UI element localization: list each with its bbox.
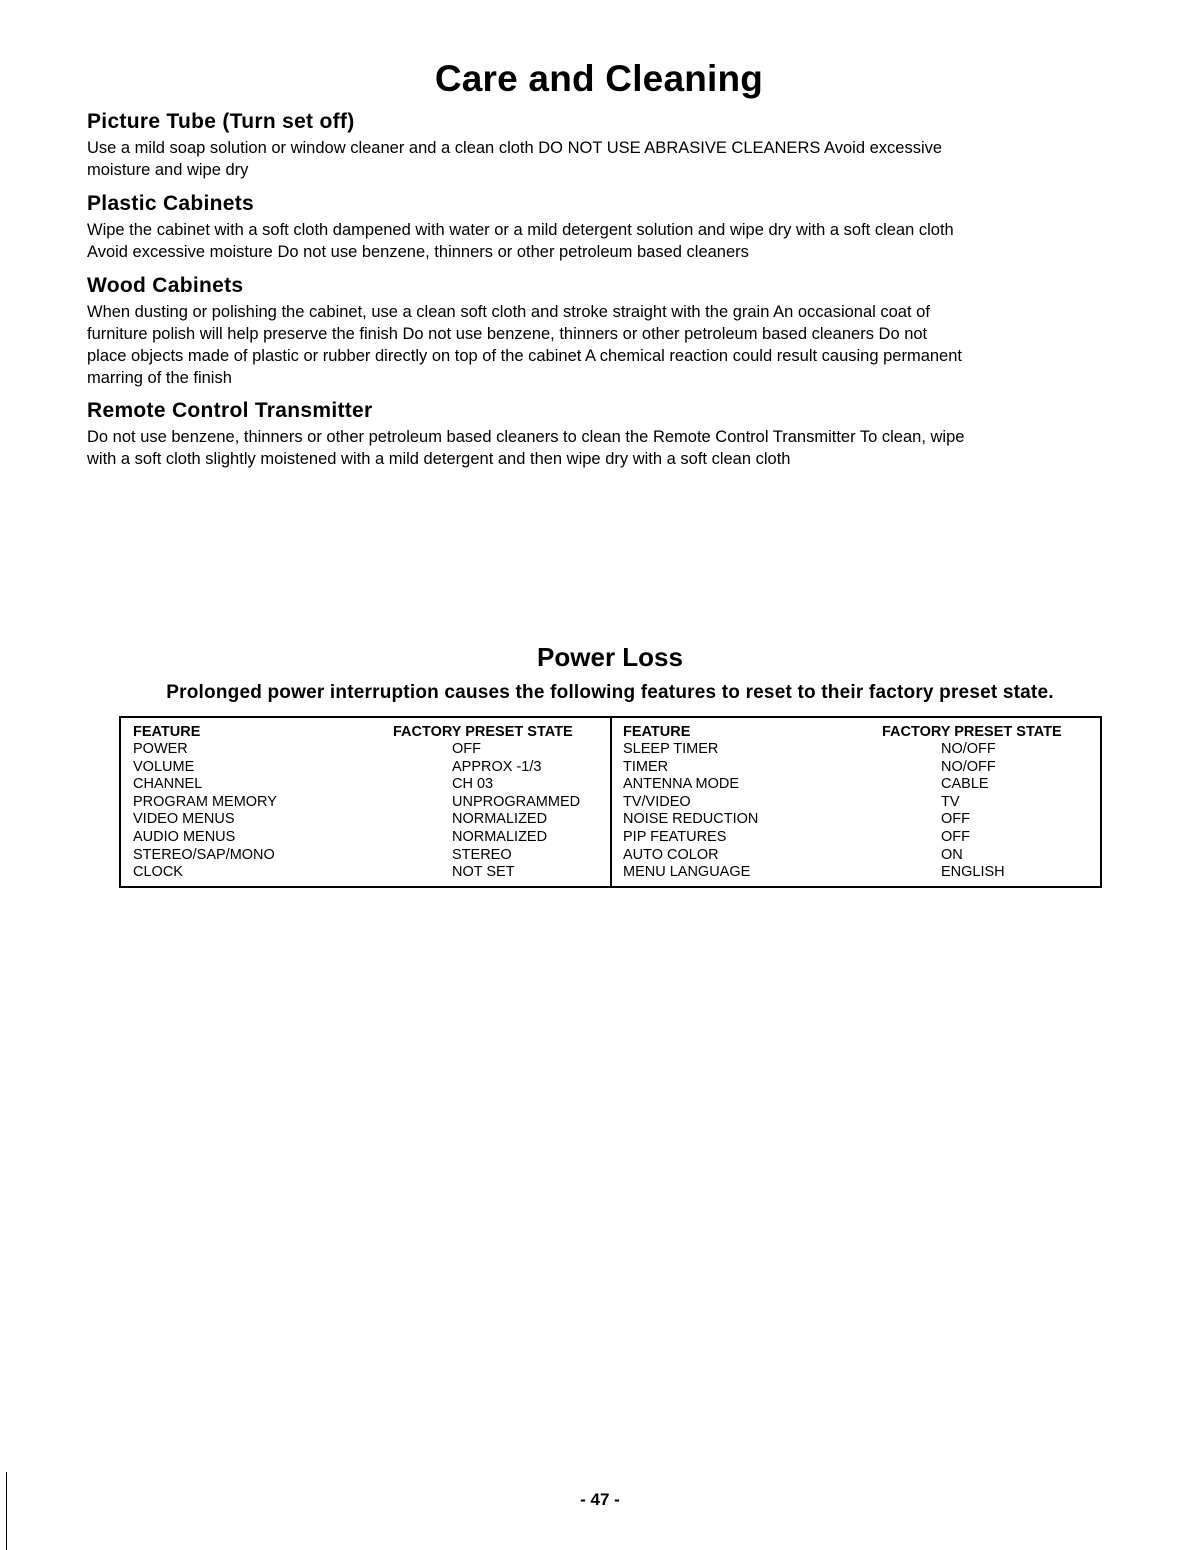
feature-cell: TIMER	[623, 758, 669, 775]
state-cell: NO/OFF	[941, 741, 996, 757]
table-row	[623, 776, 1103, 794]
section-body	[87, 137, 1117, 181]
table-left-half	[133, 721, 613, 882]
state-cell: CABLE	[941, 776, 989, 793]
state-cell: CH 03	[452, 776, 494, 793]
state-cell: UNPROGRAMMED	[452, 793, 581, 810]
state-cell: APPROX -1/3	[452, 758, 542, 775]
table-row	[133, 794, 613, 812]
header-feature: FEATURE	[133, 724, 201, 740]
table-row	[133, 759, 613, 777]
body-line: moisture and wipe dry	[87, 161, 249, 179]
body-line: marring of the finish	[87, 369, 232, 387]
state-cell: NORMALIZED	[452, 828, 548, 845]
table-row	[623, 794, 1103, 812]
header-state: FACTORY PRESET STATE	[393, 724, 573, 740]
feature-cell: PROGRAM MEMORY	[133, 793, 277, 810]
feature-cell: AUTO COLOR	[623, 846, 719, 863]
page-title: Care and Cleaning	[434, 58, 764, 99]
section-body	[87, 426, 1117, 470]
state-cell: ON	[941, 846, 963, 863]
state-cell: STEREO	[452, 846, 512, 863]
table-row	[623, 847, 1103, 865]
section-body	[87, 219, 1117, 263]
table-row	[623, 759, 1103, 777]
table-row	[133, 776, 613, 794]
section-heading: Wood Cabinets	[87, 274, 244, 297]
table-row	[623, 829, 1103, 847]
feature-cell: CHANNEL	[133, 776, 203, 793]
feature-cell: PIP FEATURES	[623, 828, 727, 845]
table-row	[623, 811, 1103, 829]
state-cell: ENGLISH	[941, 864, 1005, 881]
state-cell: NOT SET	[452, 864, 515, 881]
body-line: furniture polish will help preserve the finish Do not use benzene, thinners or other petroleum based cleaners Do not	[87, 325, 928, 343]
body-line: Do not use benzene, thinners or other petroleum based cleaners to clean the Remote Control Transmitter To clean, wipe	[87, 428, 965, 446]
section-heading: Picture Tube (Turn set off)	[87, 110, 355, 133]
state-cell: OFF	[941, 811, 970, 828]
section-wood-cabinets	[87, 274, 1117, 389]
scan-margin-line	[6, 1472, 7, 1550]
table-header-row	[623, 721, 1103, 741]
power-loss-subtitle: Prolonged power interruption causes the following features to reset to their factory preset state.	[166, 682, 1054, 703]
section-picture-tube	[87, 110, 1117, 181]
feature-cell: MENU LANGUAGE	[623, 864, 751, 881]
table-row	[133, 864, 613, 882]
table-row	[133, 811, 613, 829]
body-line: with a soft cloth slightly moistened with a mild detergent and then wipe dry with a soft clean cloth	[87, 450, 791, 468]
state-cell: TV	[941, 793, 960, 810]
body-line: When dusting or polishing the cabinet, use a clean soft cloth and stroke straight with the grain An occasional coat of	[87, 303, 930, 321]
body-line: Avoid excessive moisture Do not use benzene, thinners or other petroleum based cleaners	[87, 243, 749, 261]
feature-cell: VOLUME	[133, 758, 195, 775]
power-loss-title: Power Loss	[537, 642, 683, 672]
section-heading: Plastic Cabinets	[87, 192, 255, 215]
table-row	[623, 864, 1103, 882]
feature-cell: VIDEO MENUS	[133, 811, 235, 828]
table-row	[623, 741, 1103, 759]
state-cell: NORMALIZED	[452, 811, 548, 828]
table-right-half	[623, 721, 1103, 882]
feature-cell: POWER	[133, 741, 188, 757]
feature-cell: ANTENNA MODE	[623, 776, 740, 793]
table-row	[133, 847, 613, 865]
factory-preset-table	[119, 716, 1102, 888]
page-number: - 47 -	[580, 1490, 620, 1509]
header-feature: FEATURE	[623, 724, 691, 740]
header-state: FACTORY PRESET STATE	[882, 724, 1062, 740]
feature-cell: NOISE REDUCTION	[623, 811, 759, 828]
table-row	[133, 829, 613, 847]
section-heading: Remote Control Transmitter	[87, 399, 373, 422]
body-line: place objects made of plastic or rubber directly on top of the cabinet A chemical reaction could result causing permanent	[87, 347, 962, 365]
state-cell: OFF	[941, 828, 970, 845]
feature-cell: AUDIO MENUS	[133, 828, 236, 845]
body-line: Wipe the cabinet with a soft cloth dampened with water or a mild detergent solution and wipe dry with a soft clean cloth	[87, 221, 954, 239]
feature-cell: CLOCK	[133, 864, 183, 881]
section-body	[87, 301, 1117, 389]
body-line: Use a mild soap solution or window cleaner and a clean cloth DO NOT USE ABRASIVE CLEANERS Avoid excessive	[87, 139, 943, 157]
feature-cell: TV/VIDEO	[623, 793, 691, 810]
section-remote-control	[87, 399, 1117, 470]
feature-cell: SLEEP TIMER	[623, 741, 719, 757]
table-header-row	[133, 721, 613, 741]
section-plastic-cabinets	[87, 192, 1117, 263]
table-row	[133, 741, 613, 759]
feature-cell: STEREO/SAP/MONO	[133, 846, 275, 863]
state-cell: OFF	[452, 741, 481, 757]
state-cell: NO/OFF	[941, 758, 996, 775]
